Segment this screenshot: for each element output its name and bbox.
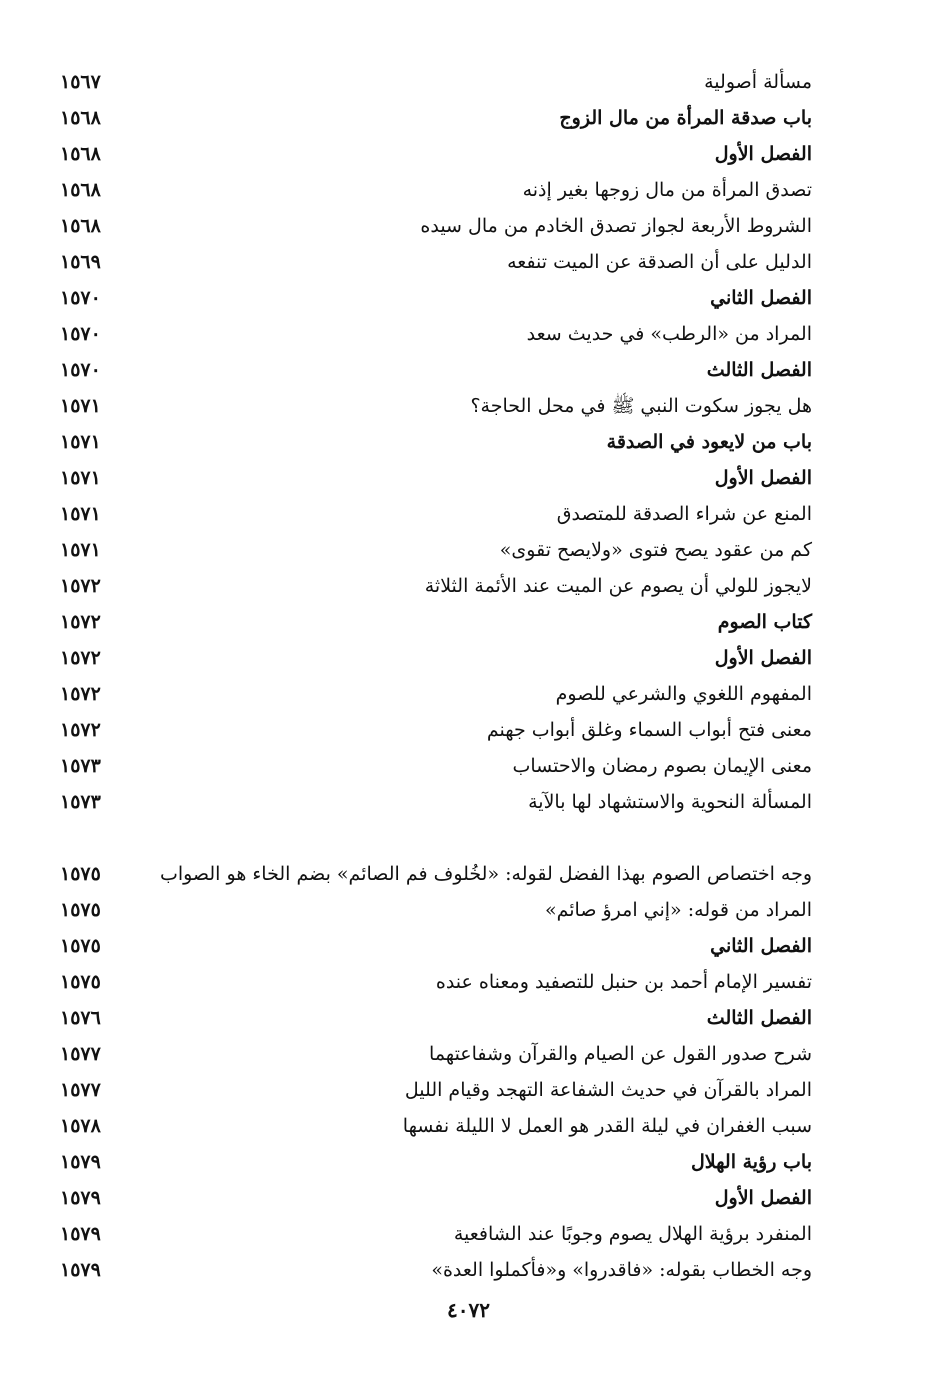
toc-page-number: ١٥٧٢ bbox=[60, 683, 101, 705]
toc-heading-row bbox=[60, 928, 812, 964]
toc-entry-title: شرح صدور القول عن الصيام والقرآن وشفاعتهما bbox=[429, 1043, 812, 1065]
toc-page-number: ١٥٦٩ bbox=[60, 251, 101, 273]
toc-page-number: ١٥٧٢ bbox=[60, 575, 101, 597]
toc-entry-row bbox=[60, 1252, 812, 1288]
toc-entry-row bbox=[60, 712, 812, 748]
toc-entry-title: مسألة أصولية bbox=[704, 71, 812, 93]
toc-page-number: ١٥٦٨ bbox=[60, 179, 101, 201]
toc-page-number: ١٥٧٦ bbox=[60, 1007, 101, 1029]
toc-entry-title: سبب الغفران في ليلة القدر هو العمل لا الليلة نفسها bbox=[402, 1115, 812, 1137]
toc-entry-row bbox=[60, 568, 812, 604]
toc-page-number: ١٥٧٣ bbox=[60, 791, 101, 813]
toc-entry-row bbox=[60, 820, 812, 892]
toc-entry-title: وجه اختصاص الصوم بهذا الفضل لقوله: «لخُلوف فم الصائم» بضم الخاء هو الصواب bbox=[159, 863, 812, 885]
page-number-footer: ٤٠٧٢ bbox=[447, 1298, 490, 1322]
toc-entry-row bbox=[60, 388, 812, 424]
toc-page-number: ١٥٧٢ bbox=[60, 719, 101, 741]
toc-page-number: ١٥٧١ bbox=[60, 395, 101, 417]
table-of-contents bbox=[60, 64, 812, 1288]
toc-entry-title: هل يجوز سكوت النبي ﷺ في محل الحاجة؟ bbox=[470, 395, 812, 417]
toc-entry-row bbox=[60, 172, 812, 208]
toc-entry-row bbox=[60, 496, 812, 532]
toc-entry-title: الشروط الأربعة لجواز تصدق الخادم من مال سيده bbox=[420, 215, 812, 237]
toc-entry-row bbox=[60, 316, 812, 352]
toc-heading-row bbox=[60, 100, 812, 136]
toc-entry-title: المنع عن شراء الصدقة للمتصدق bbox=[556, 503, 812, 525]
toc-heading-title: الفصل الثاني bbox=[710, 287, 812, 309]
toc-page-number: ١٥٧٧ bbox=[60, 1079, 101, 1101]
toc-entry-row bbox=[60, 1216, 812, 1252]
toc-entry-title: كم من عقود يصح فتوى «ولايصح تقوى» bbox=[499, 539, 812, 561]
toc-page-number: ١٥٧٢ bbox=[60, 611, 101, 633]
toc-entry-row bbox=[60, 244, 812, 280]
toc-heading-row bbox=[60, 424, 812, 460]
toc-entry-title: وجه الخطاب بقوله: «فاقدروا» و«فأكملوا العدة» bbox=[431, 1259, 812, 1281]
toc-page-number: ١٥٧٥ bbox=[60, 935, 101, 957]
toc-heading-row bbox=[60, 136, 812, 172]
toc-page-number: ١٥٧٩ bbox=[60, 1259, 101, 1281]
toc-entry-title: الدليل على أن الصدقة عن الميت تنفعه bbox=[507, 251, 812, 273]
toc-heading-title: الفصل الأول bbox=[714, 1187, 812, 1209]
toc-page-number: ١٥٧٥ bbox=[60, 863, 101, 885]
toc-entry-row bbox=[60, 784, 812, 820]
toc-page-number: ١٥٧٣ bbox=[60, 755, 101, 777]
toc-page-number: ١٥٧٠ bbox=[60, 287, 101, 309]
toc-page-number: ١٥٧١ bbox=[60, 467, 101, 489]
toc-entry-row bbox=[60, 208, 812, 244]
toc-heading-row bbox=[60, 1000, 812, 1036]
toc-heading-title: باب من لايعود في الصدقة bbox=[606, 431, 812, 453]
toc-heading-title: الفصل الثاني bbox=[710, 935, 812, 957]
toc-entry-title: المسألة النحوية والاستشهاد لها بالآية bbox=[528, 791, 812, 813]
toc-heading-row bbox=[60, 280, 812, 316]
toc-page-number: ١٥٧١ bbox=[60, 503, 101, 525]
toc-entry-title: معنى الإيمان بصوم رمضان والاحتساب bbox=[512, 755, 812, 777]
toc-heading-title: الفصل الثالث bbox=[706, 1007, 812, 1029]
toc-page-number: ١٥٦٨ bbox=[60, 107, 101, 129]
toc-heading-title: باب صدقة المرأة من مال الزوج bbox=[559, 107, 812, 129]
toc-heading-row bbox=[60, 1144, 812, 1180]
toc-entry-row bbox=[60, 1108, 812, 1144]
toc-heading-row bbox=[60, 640, 812, 676]
toc-entry-title: المفهوم اللغوي والشرعي للصوم bbox=[555, 683, 812, 705]
toc-page-number: ١٥٧١ bbox=[60, 431, 101, 453]
toc-heading-row bbox=[60, 352, 812, 388]
toc-page-number: ١٥٧٠ bbox=[60, 323, 101, 345]
toc-page-number: ١٥٧٥ bbox=[60, 899, 101, 921]
toc-page-number: ١٥٧٨ bbox=[60, 1115, 101, 1137]
toc-heading-row bbox=[60, 460, 812, 496]
toc-entry-row bbox=[60, 532, 812, 568]
toc-entry-title: المنفرد برؤية الهلال يصوم وجوبًا عند الشافعية bbox=[453, 1223, 812, 1245]
toc-entry-row bbox=[60, 748, 812, 784]
toc-page-number: ١٥٧٥ bbox=[60, 971, 101, 993]
toc-entry-title: المراد بالقرآن في حديث الشفاعة التهجد وقيام الليل bbox=[404, 1079, 812, 1101]
toc-heading-row bbox=[60, 604, 812, 640]
toc-entry-title: لايجوز للولي أن يصوم عن الميت عند الأئمة الثلاثة bbox=[424, 575, 812, 597]
toc-page-number: ١٥٦٧ bbox=[60, 71, 101, 93]
toc-heading-title: الفصل الأول bbox=[714, 143, 812, 165]
toc-entry-row bbox=[60, 1036, 812, 1072]
toc-entry-title: المراد من «الرطب» في حديث سعد bbox=[526, 323, 812, 345]
toc-entry-title: المراد من قوله: «إني امرؤ صائم» bbox=[544, 899, 812, 921]
toc-heading-title: الفصل الثالث bbox=[706, 359, 812, 381]
toc-page-number: ١٥٧٠ bbox=[60, 359, 101, 381]
toc-entry-row bbox=[60, 1072, 812, 1108]
toc-page-number: ١٥٧٩ bbox=[60, 1151, 101, 1173]
toc-heading-title: الفصل الأول bbox=[714, 467, 812, 489]
toc-entry-row bbox=[60, 964, 812, 1000]
toc-page-number: ١٥٧٢ bbox=[60, 647, 101, 669]
toc-page-number: ١٥٧١ bbox=[60, 539, 101, 561]
toc-page-number: ١٥٦٨ bbox=[60, 215, 101, 237]
toc-entry-title: معنى فتح أبواب السماء وغلق أبواب جهنم bbox=[486, 719, 812, 741]
toc-heading-row bbox=[60, 1180, 812, 1216]
toc-page-number: ١٥٧٩ bbox=[60, 1187, 101, 1209]
toc-entry-title: تصدق المرأة من مال زوجها بغير إذنه bbox=[522, 179, 812, 201]
toc-heading-title: باب رؤية الهلال bbox=[691, 1151, 812, 1173]
toc-page-number: ١٥٦٨ bbox=[60, 143, 101, 165]
toc-entry-title: تفسير الإمام أحمد بن حنبل للتصفيد ومعناه عنده bbox=[435, 971, 812, 993]
toc-page-number: ١٥٧٩ bbox=[60, 1223, 101, 1245]
toc-heading-title: الفصل الأول bbox=[714, 647, 812, 669]
toc-page-number: ١٥٧٧ bbox=[60, 1043, 101, 1065]
toc-entry-row bbox=[60, 64, 812, 100]
toc-entry-row bbox=[60, 892, 812, 928]
toc-heading-title: كتاب الصوم bbox=[717, 611, 812, 633]
toc-entry-row bbox=[60, 676, 812, 712]
